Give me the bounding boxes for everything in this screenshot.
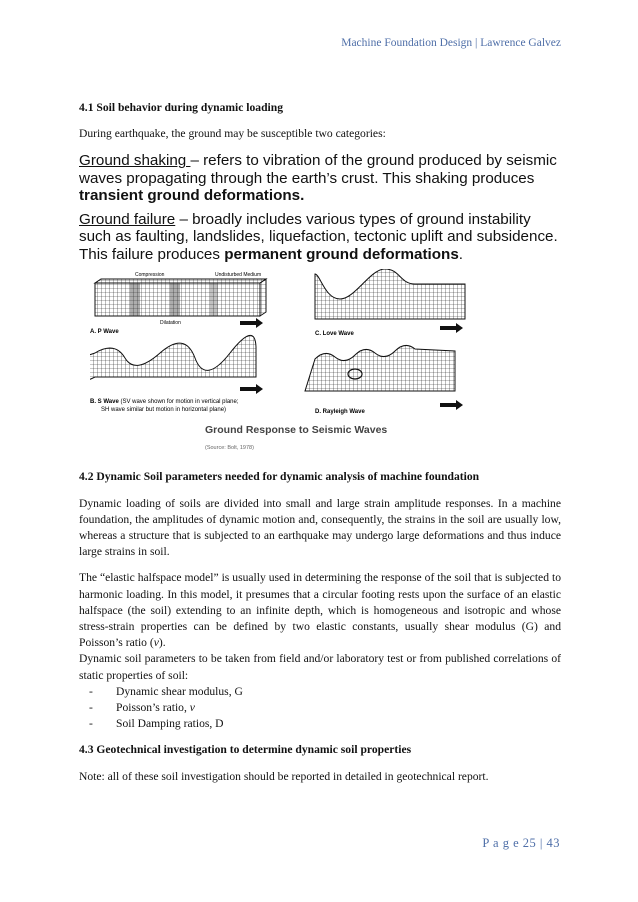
s-wave-note: SH wave similar but motion in horizontal plane)	[101, 407, 227, 414]
rayleigh-wave-diagram	[305, 346, 455, 392]
arrow-icon	[440, 400, 463, 410]
p-wave-diagram	[95, 279, 266, 316]
undisturbed-label: Undisturbed Medium	[215, 272, 262, 279]
arrow-icon	[240, 318, 263, 328]
section-4-2-paragraph-1: Dynamic loading of soils are divided into small and large strain amplitude responses. In a machine foundation, the amplitudes of dynamic motion and, consequently, the strains in the soil are usually low, whereas a structure that is subjected to an earthquake may undergo large deformations and thus induce large strains in soil.	[79, 496, 561, 559]
page-header: Machine Foundation Design | Lawrence Galvez	[341, 37, 561, 49]
section-4-2-paragraph-3	[79, 651, 561, 732]
list-item: - Soil Damping ratios, D	[89, 716, 561, 732]
ground-failure-bold: permanent ground deformations	[224, 245, 459, 263]
ground-failure-end: .	[458, 245, 464, 263]
list-item: - Dynamic shear modulus, G	[89, 684, 561, 700]
section-4-1-intro: During earthquake, the ground may be susceptible two categories:	[79, 127, 386, 141]
figure-title: Ground Response to Seismic Waves	[205, 424, 388, 437]
ground-shaking-text: – refers to vibration of the ground produced by seismic waves propagating through the earth’s crust. This shaking produces	[79, 152, 557, 187]
dilatation-label: Dilatation	[160, 320, 181, 327]
parameters-intro: Dynamic soil parameters to be taken from field and/or laboratory test or from published correlations of static properties of soil:	[79, 652, 561, 682]
arrow-icon	[440, 323, 463, 333]
ground-shaking-definition	[79, 152, 561, 205]
love-wave-label: C. Love Wave	[315, 331, 354, 338]
list-item: - Poisson’s ratio, v	[89, 700, 561, 716]
section-4-3-note: Note: all of these soil investigation should be reported in detailed in geotechnical report.	[79, 769, 489, 783]
s-wave-label: B. S Wave (SV wave shown for motion in vertical plane;	[90, 399, 239, 406]
ground-failure-term: Ground failure	[79, 210, 176, 228]
section-4-2-heading: 4.2 Dynamic Soil parameters needed for dynamic analysis of machine foundation	[79, 470, 480, 484]
figure-source: (Source: Bolt, 1978)	[205, 445, 254, 452]
ground-shaking-term: Ground shaking	[79, 152, 191, 170]
ground-shaking-bold: transient ground deformations.	[79, 187, 305, 205]
page-content	[79, 100, 561, 795]
section-4-3-heading: 4.3 Geotechnical investigation to determine dynamic soil properties	[79, 743, 412, 757]
section-4-1-heading: 4.1 Soil behavior during dynamic loading	[79, 101, 284, 114]
compression-label: Compression	[135, 272, 165, 279]
section-4-2-paragraph-2: The “elastic halfspace model” is usually used in determining the response of the soil that is subjected to harmonic loading. In this model, it presumes that a circular footing rests upon the surface of an elastic halfspace (the soil) extending to an infinite depth, which is homogeneous and isotropic and whose stress-strain properties can be defined by two elastic constants, usually shear modulus (G) and Poisson’s ratio (v).	[79, 571, 561, 650]
s-wave-diagram	[90, 336, 256, 384]
page-number: P a g e 25 | 43	[482, 836, 560, 850]
parameters-list	[79, 684, 561, 733]
ground-failure-text: – broadly includes various types of ground instability such as faulting, landslides, liquefaction, tectonic uplift and subsidence. This failure produces	[79, 210, 558, 263]
p-wave-label: A. P Wave	[90, 329, 119, 336]
rayleigh-wave-label: D. Rayleigh Wave	[315, 409, 365, 416]
seismic-waves-figure	[90, 269, 480, 459]
arrow-icon	[240, 384, 263, 394]
ground-failure-definition	[79, 211, 561, 264]
love-wave-diagram	[315, 269, 465, 319]
